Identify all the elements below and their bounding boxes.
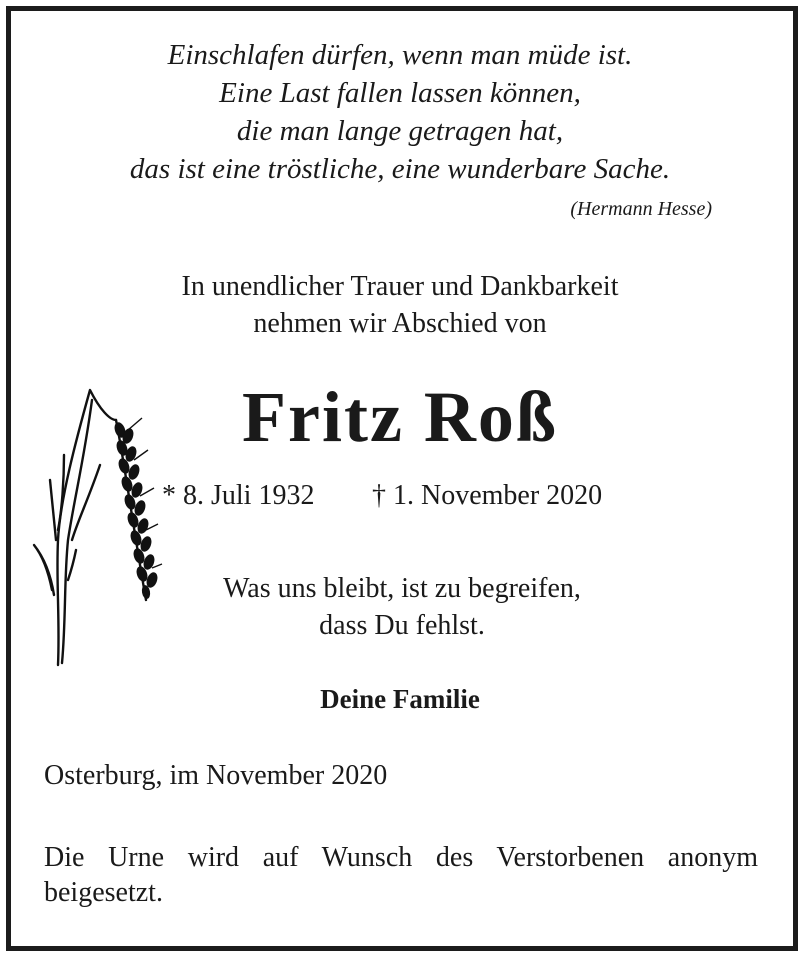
family-signature: Deine Familie: [320, 684, 480, 714]
verse-line-1: Was uns bleibt, ist zu begreifen,: [223, 573, 581, 604]
intro-line-1: In unendlicher Trauer und Dankbarkeit: [181, 271, 619, 302]
poem-line-2: Eine Last fallen lassen können,: [219, 77, 581, 109]
intro-line-2: nehmen wir Abschied von: [253, 308, 547, 339]
poem-line-4: das ist eine tröstliche, eine wunderbare Sache.: [129, 153, 671, 185]
birth-date: * 8. Juli 1932: [162, 480, 315, 511]
poem-line-3: die man lange getragen hat,: [236, 115, 564, 147]
deceased-name: Fritz Roß: [242, 377, 558, 457]
burial-note: Die Urne wird auf Wunsch des Verstorbenen anonym beigesetzt.: [44, 842, 758, 908]
poem-author: (Hermann Hesse): [570, 198, 712, 220]
death-date: † 1. November 2020: [372, 480, 603, 511]
place-date: Osterburg, im November 2020: [44, 760, 388, 791]
poem-line-1: Einschlafen dürfen, wenn man müde ist.: [167, 39, 633, 71]
verse-line-2: dass Du fehlst.: [319, 610, 485, 641]
